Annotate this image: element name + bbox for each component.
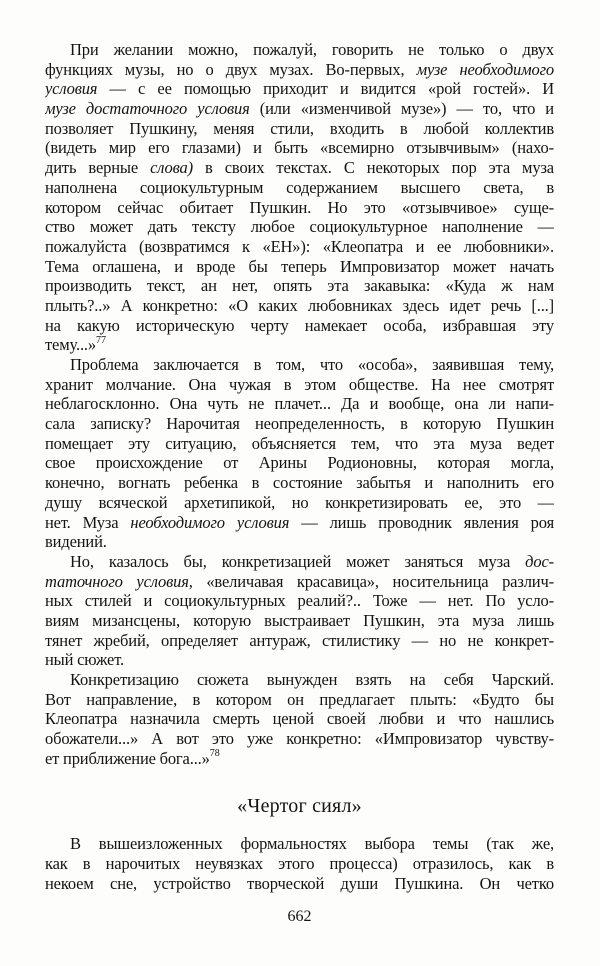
text-line — [45, 79, 554, 99]
text-segment: ный сюжет. — [45, 650, 125, 670]
text-line — [45, 473, 554, 493]
text-flow-top — [45, 40, 554, 768]
italic-text: дос- — [525, 551, 554, 571]
text-line — [45, 335, 554, 355]
text-segment: (видеть мир его глазами) и быть «всемирно отзывчивым» (нахо- — [45, 138, 554, 158]
text-segment: дить верные — [45, 158, 151, 178]
text-segment: Проблема заключается в том, что «особа», заявившая тему, — [70, 355, 554, 374]
text-line — [45, 690, 554, 710]
text-segment: В вышеизложенных формальностях выбора темы (так же, — [70, 834, 554, 854]
text-segment: — с ее помощью приходит и видится «рой гостей». И — [97, 79, 554, 99]
text-line — [45, 854, 554, 874]
text-segment: хранит молчание. Она чужая в этом обществе. На нее смотрят — [45, 374, 554, 394]
paragraph — [45, 552, 554, 670]
text-line — [45, 296, 554, 316]
text-line — [45, 158, 554, 178]
text-segment: котором сейчас обитает Пушкин. Но это «отзывчивое» суще- — [45, 197, 554, 217]
text-segment: обожатели...» А вот это уже конкретно: «Импровизатор чувству- — [45, 729, 554, 749]
footnote-reference: 78 — [209, 748, 220, 760]
text-segment: душу всяческой архетипикой, но конкретизировать ее, это — — [45, 492, 554, 512]
text-line — [45, 355, 554, 375]
text-segment: как в нарочитых неувязках этого процесса) отразилось, как в — [45, 854, 554, 874]
text-segment: тему...» — [45, 335, 96, 355]
text-segment: (или «изменчивой музе») — то, что и — [249, 99, 554, 119]
text-segment: ет приближение бога...» — [45, 748, 210, 768]
text-segment: При желании можно, пожалуй, говорить не только о двух — [70, 40, 554, 59]
text-line — [45, 375, 554, 395]
text-segment: нет. Муза — [45, 512, 131, 532]
section-heading: «Чертог сиял» — [237, 795, 362, 818]
paragraph — [45, 670, 554, 768]
text-segment: в своих текстах. С некоторых пор эта муза — [192, 158, 554, 178]
text-segment: плыть?..» А конкретно: «О каких любовниках здесь идет речь [...] — [45, 295, 554, 315]
italic-text: таточного условия — [45, 571, 189, 591]
text-line — [45, 178, 554, 198]
text-segment: наполнена социокультурным содержанием высшего света, в — [45, 177, 554, 197]
text-line — [45, 874, 554, 894]
text-segment: — лишь проводник явления роя — [289, 512, 554, 532]
text-segment: функциях музы, но о двух музах. Во-первых, — [45, 59, 417, 79]
italic-text: необходимого условия — [130, 512, 290, 532]
text-line — [45, 591, 554, 611]
italic-text: условия — [45, 79, 98, 99]
text-segment: Вот направление, в котором он предлагает плыть: «Будто бы — [45, 689, 554, 709]
text-line — [45, 257, 554, 277]
text-segment: помещает эту ситуацию, объясняется тем, что эта муза ведет — [45, 433, 554, 453]
text-segment: пожалуйста (возвратимся к «ЕН»): «Клеопатра и ее любовники». — [45, 236, 554, 256]
text-line — [45, 493, 554, 513]
text-line — [45, 749, 554, 769]
text-line — [45, 99, 554, 119]
paragraph — [45, 834, 554, 893]
text-line — [45, 394, 554, 414]
text-segment: Но, казалось бы, конкретизацией может заняться муза — [70, 551, 526, 571]
text-line — [45, 513, 554, 533]
text-segment: ных стилей и социокультурных реалий?.. Тоже — нет. По усло- — [45, 591, 554, 611]
paragraph — [45, 40, 554, 355]
text-line — [45, 138, 554, 158]
italic-text: музе необходимого — [416, 59, 554, 79]
text-line — [45, 834, 554, 854]
text-segment: свое происхождение от Арины Родионовны, которая могла, — [45, 453, 554, 473]
text-line — [45, 729, 554, 749]
text-segment: конечно, вогнать ребенка в состояние забытья и наполнить его — [45, 473, 554, 493]
text-segment: ство может дать тексту любое социокультурное наполнение — — [45, 217, 554, 237]
text-line — [45, 119, 554, 139]
text-line — [45, 532, 554, 552]
text-segment: тянет жребий, определяет антураж, стилистику — но не конкрет- — [45, 630, 554, 650]
text-segment: виям мизансцены, которую выстраивает Пушкин, эта муза лишь — [45, 610, 554, 630]
text-segment: Тема оглашена, и вроде бы теперь Импровизатор может начать — [45, 256, 554, 276]
text-line — [45, 611, 554, 631]
text-segment: Конкретизацию сюжета вынужден взять на себя Чарский. — [70, 670, 554, 689]
text-segment: некоем сне, устройство творческой души Пушкина. Он четко — [45, 873, 554, 893]
text-segment: Клеопатра назначила смерть ценой своей любви и что нашлись — [45, 709, 554, 729]
text-line — [45, 60, 554, 80]
footnote-reference: 77 — [96, 335, 106, 346]
text-line — [45, 453, 554, 473]
page-number: 662 — [287, 907, 312, 925]
text-line — [45, 217, 554, 237]
text-line — [45, 709, 554, 729]
text-line — [45, 316, 554, 336]
text-line — [45, 414, 554, 434]
text-line — [45, 434, 554, 454]
text-segment: неблагосклонно. Она чуть не плачет... Да и вообще, она ли напи- — [45, 394, 554, 414]
text-segment: на какую историческую черту намекает особа, избравшая эту — [45, 315, 554, 335]
italic-text: слова) — [150, 158, 193, 178]
text-line — [45, 650, 554, 670]
text-line — [45, 198, 554, 218]
text-segment: позволяет Пушкину, меняя стили, входить в любой коллектив — [45, 118, 554, 138]
text-segment: видений. — [45, 532, 107, 552]
text-line — [45, 40, 554, 60]
paragraph — [45, 355, 554, 552]
text-line — [45, 631, 554, 651]
text-segment: сала записку? Нарочитая неопределенность, в которую Пушкин — [45, 414, 554, 434]
text-line — [45, 670, 554, 690]
text-line — [45, 237, 554, 257]
text-line — [45, 552, 554, 572]
text-line — [45, 276, 554, 296]
text-block — [45, 40, 554, 927]
italic-text: музе достаточного условия — [45, 99, 250, 119]
text-flow-bottom — [45, 834, 554, 893]
text-segment: производить текст, ан нет, опять эта закавыка: «Куда ж нам — [45, 276, 554, 296]
text-segment: , «величавая красавица», носительница различ- — [188, 571, 554, 591]
text-line — [45, 572, 554, 592]
